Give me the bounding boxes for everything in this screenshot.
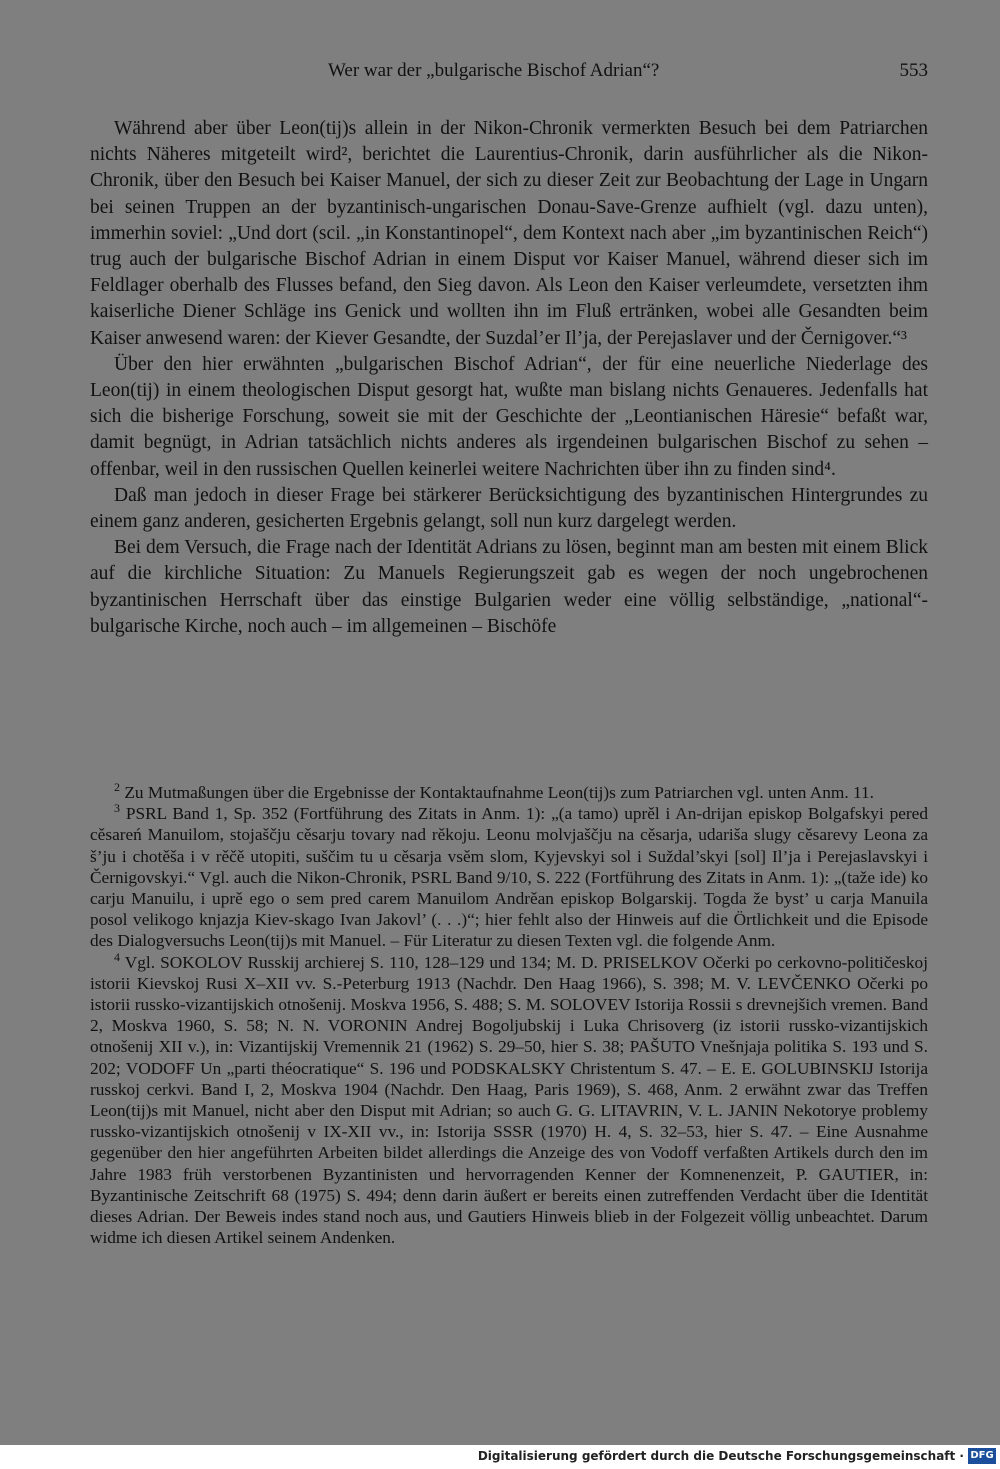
footnote: [90, 803, 928, 951]
footnote-text: Vgl. SOKOLOV Russkij archierej S. 110, 128–129 und 134; M. D. PRISELKOV Očerki po cerkovno-političeskoj istorii Kievskoj Rusi X–XII vv. S.-Peterburg 1913 (Nachdr. Den Haag 1966), S. 398; M. V. LEVČENKO Očerki po istorii russko-vizantijskich otnošenij. Moskva 1956, S. 488; S. M. SOLOVEV Istorija Rossii s drevnejšich vremen. Band 2, Moskva 1960, S. 58; N. N. VORONIN Andrej Bogoljubskij i Luka Chrisoverg (iz istorii russko-vizantijskich otnošenij XII v.), in: Vizantijskij Vremennik 21 (1962) S. 29–50, hier S. 38; PAŠUTO Vnešnjaja politika S. 193 und S. 202; VODOFF Un „parti théocratique“ S. 196 und PODSKALSKY Christentum S. 47. – E. E. GOLUBINSKIJ Istorija russkoj cerkvi. Band I, 2, Moskva 1904 (Nachdr. Den Haag, Paris 1969), S. 468, Anm. 2 erwähnt zwar das Treffen Leon(tij)s mit Manuel, nicht aber den Disput mit Adrian; so auch G. G. LITAVRIN, V. L. JANIN Nekotorye problemy russko-vizantijskich otnošenij v IX-XII vv., in: Istorija SSSR (1970) H. 4, S. 32–53, hier S. 47. – Eine Ausnahme gegenüber den hier angeführten Arbeiten bildet allerdings die Anzeige des von Vodoff verfaßten Artikels durch den im Jahre 1983 früh verstorbenen Byzantinisten und hervorragenden Kenner der Komnenenzeit, P. GAUTIER, in: Byzantinische Zeitschrift 68 (1975) S. 494; denn darin äußert er bereits einen zutreffenden Verdacht über die Identität dieses Adrian. Der Beweis indes stand noch aus, und Gautiers Hinweis blieb in der Folgezeit völlig unbeachtet. Darum widme ich diesen Artikel seinem Andenken.: [90, 952, 928, 1248]
paragraph: Bei dem Versuch, die Frage nach der Identität Adrians zu lösen, beginnt man am besten mit einem Blick auf die kirchliche Situation: Zu Manuels Regierungszeit gab es wegen der noch ungebrochenen byzantinischen Herrschaft über das einstige Bulgarien weder eine völlig selbständige, „national“-bulgarische Kirche, noch auch – im allgemeinen – Bischöfe: [90, 537, 928, 637]
footnote-number: 3: [114, 801, 120, 816]
footnote: [90, 949, 928, 1249]
dfg-logo-icon: DFG: [968, 1448, 996, 1464]
running-header: [90, 60, 928, 88]
footnote-number: 4: [114, 949, 120, 964]
footnotes: [90, 782, 928, 1248]
page-number: 553: [899, 60, 928, 81]
footnote-number: 2: [114, 780, 120, 795]
paragraph: Daß man jedoch in dieser Frage bei stärkerer Berücksichtigung des byzantinischen Hintergrundes zu einem ganz anderen, gesicherten Ergebnis gelangt, soll nun kurz dargelegt werden.: [90, 484, 928, 533]
paragraph: Während aber über Leon(tij)s allein in der Nikon-Chronik vermerkten Besuch bei dem Patriarchen nichts Näheres mitgeteilt wird², berichtet die Laurentius-Chronik, darin ausführlicher als die Nikon-Chronik, über den Besuch bei Kaiser Manuel, der sich zu dieser Zeit zur Beobachtung der Lage in Ungarn bei seinen Truppen an der byzantinisch-ungarischen Donau-Save-Grenze aufhielt (vgl. dazu unten), immerhin soviel: „Und dort (scil. „in Konstantinopel“, dem Kontext nach aber „im byzantinischen Reich“) trug auch der bulgarische Bischof Adrian in einem Disput vor Kaiser Manuel, während dieser sich im Feldlager oberhalb des Flusses befand, den Sieg davon. Als Leon den Kaiser verleumdete, versetzten ihm kaiserliche Diener Schläge ins Genick und wollten ihn im Fluß ertränken, wobei alle Gesandten beim Kaiser anwesend waren: der Kiever Gesandte, der Suzdal’er Il’ja, der Perejaslaver und der Černigover.“³: [90, 118, 928, 349]
running-title: Wer war der „bulgarische Bischof Adrian“?: [328, 60, 660, 81]
footnote-text: PSRL Band 1, Sp. 352 (Fortführung des Zitats in Anm. 1): „(a tamo) uprěl i An-drijan episkop Bolgafskyi pered cěsareń Manuilom, stojaščju cěsarju tovary nad rěkoju. Leonu molvjaščju na cěsarja, udariša slugy cěsarevy Leona za š’ju i chotěša i v rěčě utopiti, suščim tu u cěsarja vsěm slom, Kyjevskyi sol i Suždal’skyi [sol] Il’ja i Perejaslavskyi i Černigovskyi.“ Vgl. auch die Nikon-Chronik, PSRL Band 9/10, S. 222 (Fortführung des Zitats in Anm. 1): „(taže ide) ko carju Manuilu, i uprě ego o sem pred carem Manuilom Andrěan episkop Bolgarskij. Togda že byst’ u carja Manuila posol velikogo knjazja Kiev-skago Ivan Jakovl’ (. . .)“; hier fehlt also der Hinweis auf die Örtlichkeit und die Episode des Dialogversuchs Leon(tij)s mit Manuel. – Für Literatur zu diesen Texten vgl. die folgende Anm.: [90, 804, 928, 951]
digitization-credit: Digitalisierung gefördert durch die Deutsche Forschungsgemeinschaft ·: [477, 1449, 964, 1463]
digitization-footer: [0, 1445, 1000, 1469]
footnote-text: Zu Mutmaßungen über die Ergebnisse der Kontaktaufnahme Leon(tij)s zum Patriarchen vgl. unten Anm. 11.: [124, 783, 874, 802]
footnote: [90, 782, 928, 803]
body-text: [90, 116, 928, 640]
paragraph: Über den hier erwähnten „bulgarischen Bischof Adrian“, der für eine neuerliche Niederlage des Leon(tij) in einem theologischen Disput gesorgt hat, wußte man bislang nichts Genaueres. Jedenfalls hat sich die bisherige Forschung, soweit sie mit der Geschichte der „Leontianischen Häresie“ befaßt war, damit begnügt, in Adrian tatsächlich nichts anderes als irgendeinen bulgarischen Bischof zu sehen – offenbar, weil in den russischen Quellen keinerlei weitere Nachrichten über ihn zu finden sind⁴.: [90, 353, 928, 480]
